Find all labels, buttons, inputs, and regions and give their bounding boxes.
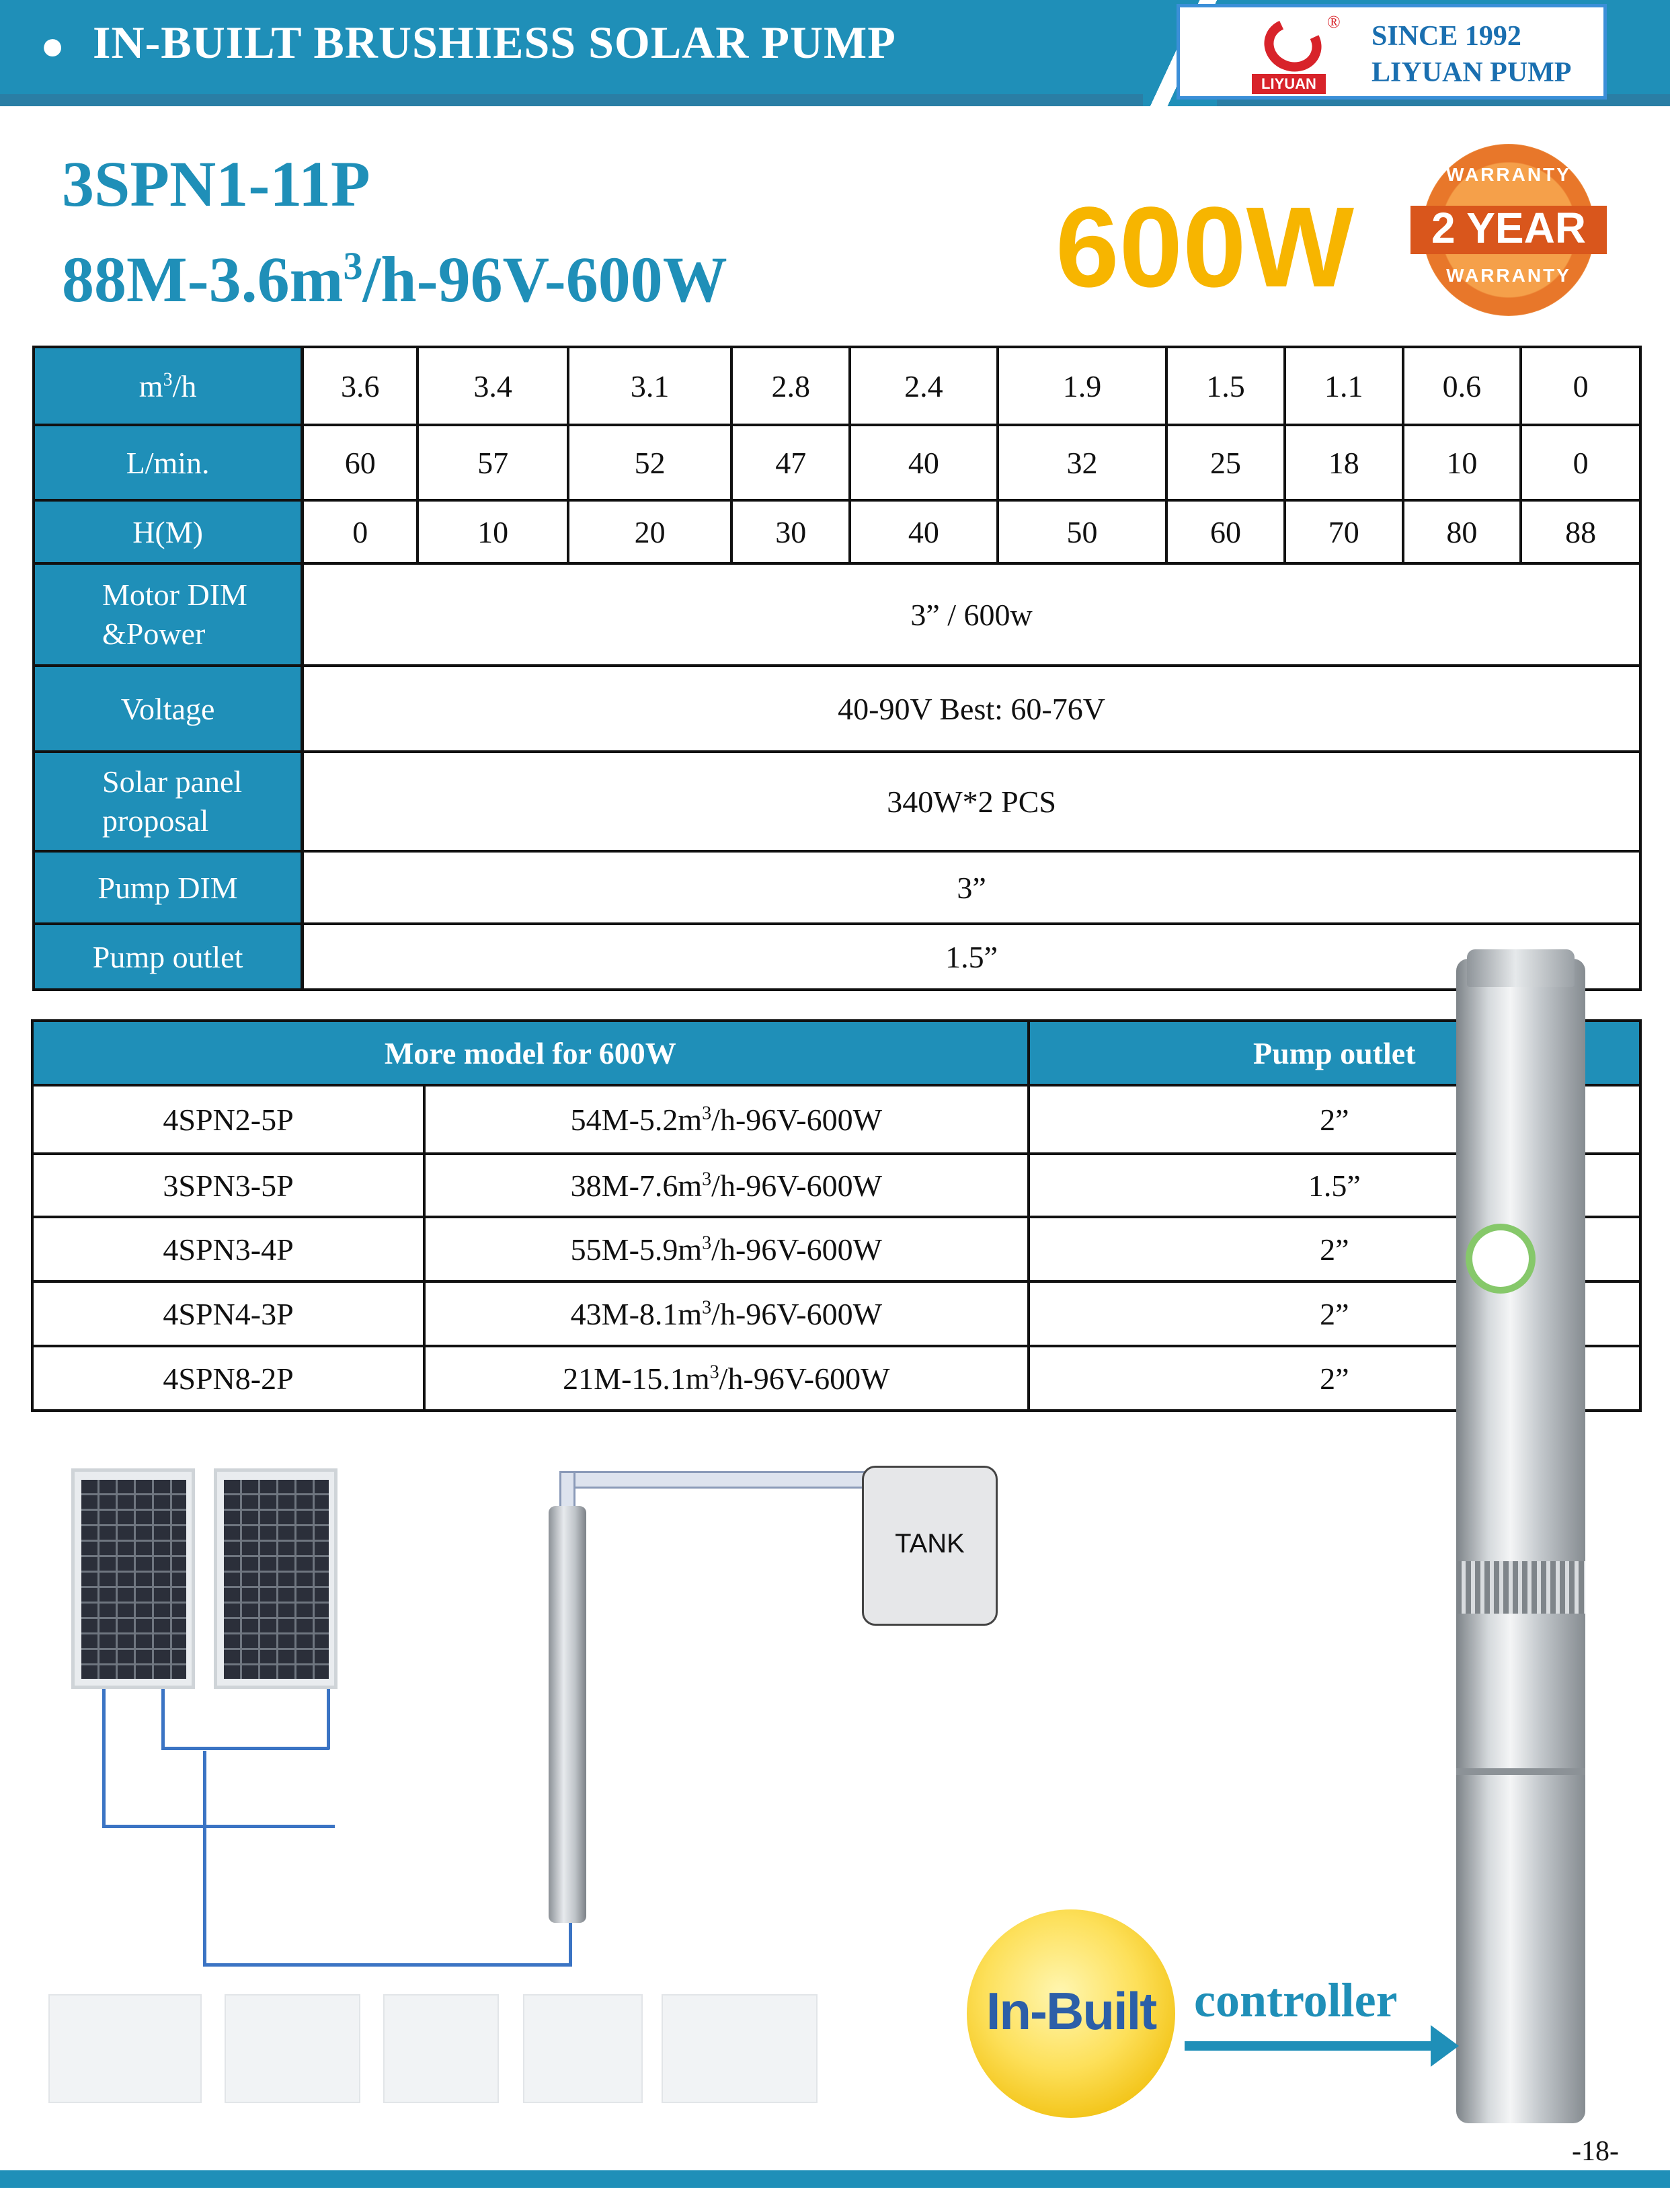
outlet-cell: 2” xyxy=(1029,1217,1640,1281)
submersible-logo-icon xyxy=(1466,1224,1536,1294)
table-cell: 1.5 xyxy=(1166,347,1285,425)
wire xyxy=(102,1825,335,1828)
cable-gland-icon xyxy=(662,1994,818,2103)
water-pipe xyxy=(559,1471,869,1489)
model-cell: 4SPN3-4P xyxy=(32,1217,424,1281)
table-cell: 30 xyxy=(731,500,850,563)
label-line: Solar panel xyxy=(102,764,243,799)
label-line: &Power xyxy=(102,617,206,651)
spec-prefix: 38M-7.6m xyxy=(570,1168,703,1203)
table-row xyxy=(32,1154,1640,1217)
solar-cells xyxy=(81,1480,186,1679)
model-cell: 4SPN8-2P xyxy=(32,1346,424,1411)
table-cell: 32 xyxy=(998,425,1167,500)
spec-prefix: 21M-15.1m xyxy=(563,1361,710,1396)
brand-name: LIYUAN PUMP xyxy=(1371,57,1572,88)
pump-dim-value: 3” xyxy=(303,851,1640,924)
outlet-cell: 2” xyxy=(1029,1085,1640,1154)
page-number: -18- xyxy=(1572,2136,1619,2167)
pipe-tape-icon xyxy=(383,1994,499,2103)
table-row-pump-dim xyxy=(34,851,1640,924)
spec-suffix: /h-96V-600W xyxy=(711,1296,883,1331)
table-cell: 52 xyxy=(568,425,732,500)
label-suffix: /h xyxy=(172,368,197,403)
rubber-seal-icon xyxy=(523,1994,643,2103)
table-cell: 25 xyxy=(1166,425,1285,500)
table-cell: 18 xyxy=(1285,425,1403,500)
table-cell: 88 xyxy=(1521,500,1640,563)
model-cell: 4SPN4-3P xyxy=(32,1281,424,1346)
model-name: 3SPN1-11P xyxy=(62,148,370,220)
row-label-pump-dim: Pump DIM xyxy=(34,851,303,924)
spec-cell xyxy=(424,1154,1029,1217)
wire xyxy=(327,1689,330,1749)
table-row xyxy=(32,1281,1640,1346)
spec-suffix: /h-96V-600W xyxy=(711,1102,883,1137)
table-cell: 3.4 xyxy=(418,347,568,425)
table-cell: 0 xyxy=(1521,347,1640,425)
arrow-line xyxy=(1185,2041,1433,2051)
spec-sup: 3 xyxy=(702,1297,712,1318)
table-cell: 3.1 xyxy=(568,347,732,425)
table-row xyxy=(32,1085,1640,1154)
warranty-bottom-text: WARRANTY xyxy=(1446,265,1571,286)
pump-band xyxy=(1456,1768,1585,1775)
spec-sup: 3 xyxy=(702,1232,712,1254)
arrow-right-icon xyxy=(1431,2025,1459,2067)
wire xyxy=(161,1689,165,1749)
spec-prefix: 54M-5.2m xyxy=(570,1102,703,1137)
table-cell: 10 xyxy=(1403,425,1521,500)
solar-value: 340W*2 PCS xyxy=(303,752,1640,851)
since-label: SINCE 1992 xyxy=(1371,21,1521,52)
warranty-year: 2 YEAR xyxy=(1431,204,1587,252)
table-cell: 57 xyxy=(418,425,568,500)
model-spec-sup: 3 xyxy=(343,244,363,288)
spec-table xyxy=(32,346,1642,991)
table-cell: 47 xyxy=(731,425,850,500)
row-label-head: H(M) xyxy=(34,500,303,563)
table-row-pump-outlet xyxy=(34,924,1640,990)
table-cell: 40 xyxy=(850,500,998,563)
table-row xyxy=(32,1217,1640,1281)
model-spec xyxy=(62,242,727,317)
wire xyxy=(203,1963,571,1967)
model-spec-suffix: /h-96V-600W xyxy=(362,243,727,315)
header-pump-outlet: Pump outlet xyxy=(1029,1021,1640,1085)
table-cell: 50 xyxy=(998,500,1167,563)
spec-prefix: 43M-8.1m xyxy=(570,1296,703,1331)
outlet-cell: 2” xyxy=(1029,1346,1640,1411)
header-title: IN-BUILT BRUSHIESS SOLAR PUMP xyxy=(93,17,896,68)
header-more-model: More model for 600W xyxy=(32,1021,1029,1085)
table-cell: 1.1 xyxy=(1285,347,1403,425)
terminal-connectors-icon xyxy=(48,1994,202,2103)
table-cell: 0 xyxy=(1521,425,1640,500)
label-line: Motor DIM xyxy=(102,578,247,612)
row-label-flow-lmin: L/min. xyxy=(34,425,303,500)
model-cell: 3SPN3-5P xyxy=(32,1154,424,1217)
power-rating: 600W xyxy=(1056,184,1355,311)
spec-cell xyxy=(424,1346,1029,1411)
steel-wire-rope-icon xyxy=(225,1994,360,2103)
table-cell: 0.6 xyxy=(1403,347,1521,425)
logo-text: LIYUAN xyxy=(1252,74,1326,94)
label-prefix: m xyxy=(138,368,163,403)
spec-cell xyxy=(424,1085,1029,1154)
table-cell: 60 xyxy=(303,425,418,500)
row-label-voltage: Voltage xyxy=(34,666,303,752)
row-label-flow-m3h xyxy=(34,347,303,425)
spec-sup: 3 xyxy=(702,1103,712,1124)
table-row-head xyxy=(34,500,1640,563)
pump-inlet-grill xyxy=(1456,1561,1585,1614)
pump-diagram-icon xyxy=(549,1506,586,1923)
pump-photo-icon xyxy=(1456,959,1585,2123)
spec-prefix: 55M-5.9m xyxy=(570,1232,703,1267)
wire xyxy=(203,1751,206,1966)
table-cell: 3.6 xyxy=(303,347,418,425)
row-label-solar xyxy=(34,752,303,851)
spec-sup: 3 xyxy=(702,1169,712,1190)
header-bullet: ● xyxy=(40,24,65,68)
model-spec-prefix: 88M-3.6m xyxy=(62,243,344,315)
spec-suffix: /h-96V-600W xyxy=(711,1232,883,1267)
table-cell: 2.8 xyxy=(731,347,850,425)
table-row-solar xyxy=(34,752,1640,851)
solar-cells xyxy=(224,1480,329,1679)
outlet-cell: 1.5” xyxy=(1029,1154,1640,1217)
solar-panel-icon xyxy=(214,1468,337,1689)
warranty-top-text: WARRANTY xyxy=(1446,164,1571,185)
table-row-flow-m3h xyxy=(34,347,1640,425)
motor-value: 3” / 600w xyxy=(303,563,1640,666)
solar-panel-icon xyxy=(71,1468,195,1689)
label-sup: 3 xyxy=(163,369,173,391)
row-label-pump-outlet: Pump outlet xyxy=(34,924,303,990)
spec-suffix: /h-96V-600W xyxy=(719,1361,890,1396)
wire xyxy=(102,1689,106,1827)
row-label-motor xyxy=(34,563,303,666)
pump-cap xyxy=(1467,949,1575,987)
table-cell: 80 xyxy=(1403,500,1521,563)
controller-label: controller xyxy=(1194,1973,1398,2027)
table-cell: 10 xyxy=(418,500,568,563)
spec-cell xyxy=(424,1281,1029,1346)
table-cell: 40 xyxy=(850,425,998,500)
more-models-table xyxy=(31,1019,1642,1412)
table-cell: 2.4 xyxy=(850,347,998,425)
voltage-value: 40-90V Best: 60-76V xyxy=(303,666,1640,752)
pump-outlet-value: 1.5” xyxy=(303,924,1640,990)
label-line: proposal xyxy=(102,803,209,838)
table-cell: 60 xyxy=(1166,500,1285,563)
spec-sup: 3 xyxy=(709,1361,719,1383)
table-cell: 1.9 xyxy=(998,347,1167,425)
table-row-motor xyxy=(34,563,1640,666)
tank-label: TANK xyxy=(895,1529,965,1558)
inbuilt-text: In-Built xyxy=(986,1981,1156,2041)
outlet-cell: 2” xyxy=(1029,1281,1640,1346)
model-cell: 4SPN2-5P xyxy=(32,1085,424,1154)
table-cell: 70 xyxy=(1285,500,1403,563)
table-row xyxy=(32,1346,1640,1411)
wire xyxy=(161,1747,329,1750)
footer-bar xyxy=(0,2170,1670,2188)
spec-cell xyxy=(424,1217,1029,1281)
table-cell: 0 xyxy=(303,500,418,563)
table-row-flow-lmin xyxy=(34,425,1640,500)
table-header-row xyxy=(32,1021,1640,1085)
table-cell: 20 xyxy=(568,500,732,563)
spec-suffix: /h-96V-600W xyxy=(711,1168,883,1203)
registered-mark: ® xyxy=(1327,12,1341,32)
table-row-voltage xyxy=(34,666,1640,752)
wire xyxy=(569,1923,572,1967)
